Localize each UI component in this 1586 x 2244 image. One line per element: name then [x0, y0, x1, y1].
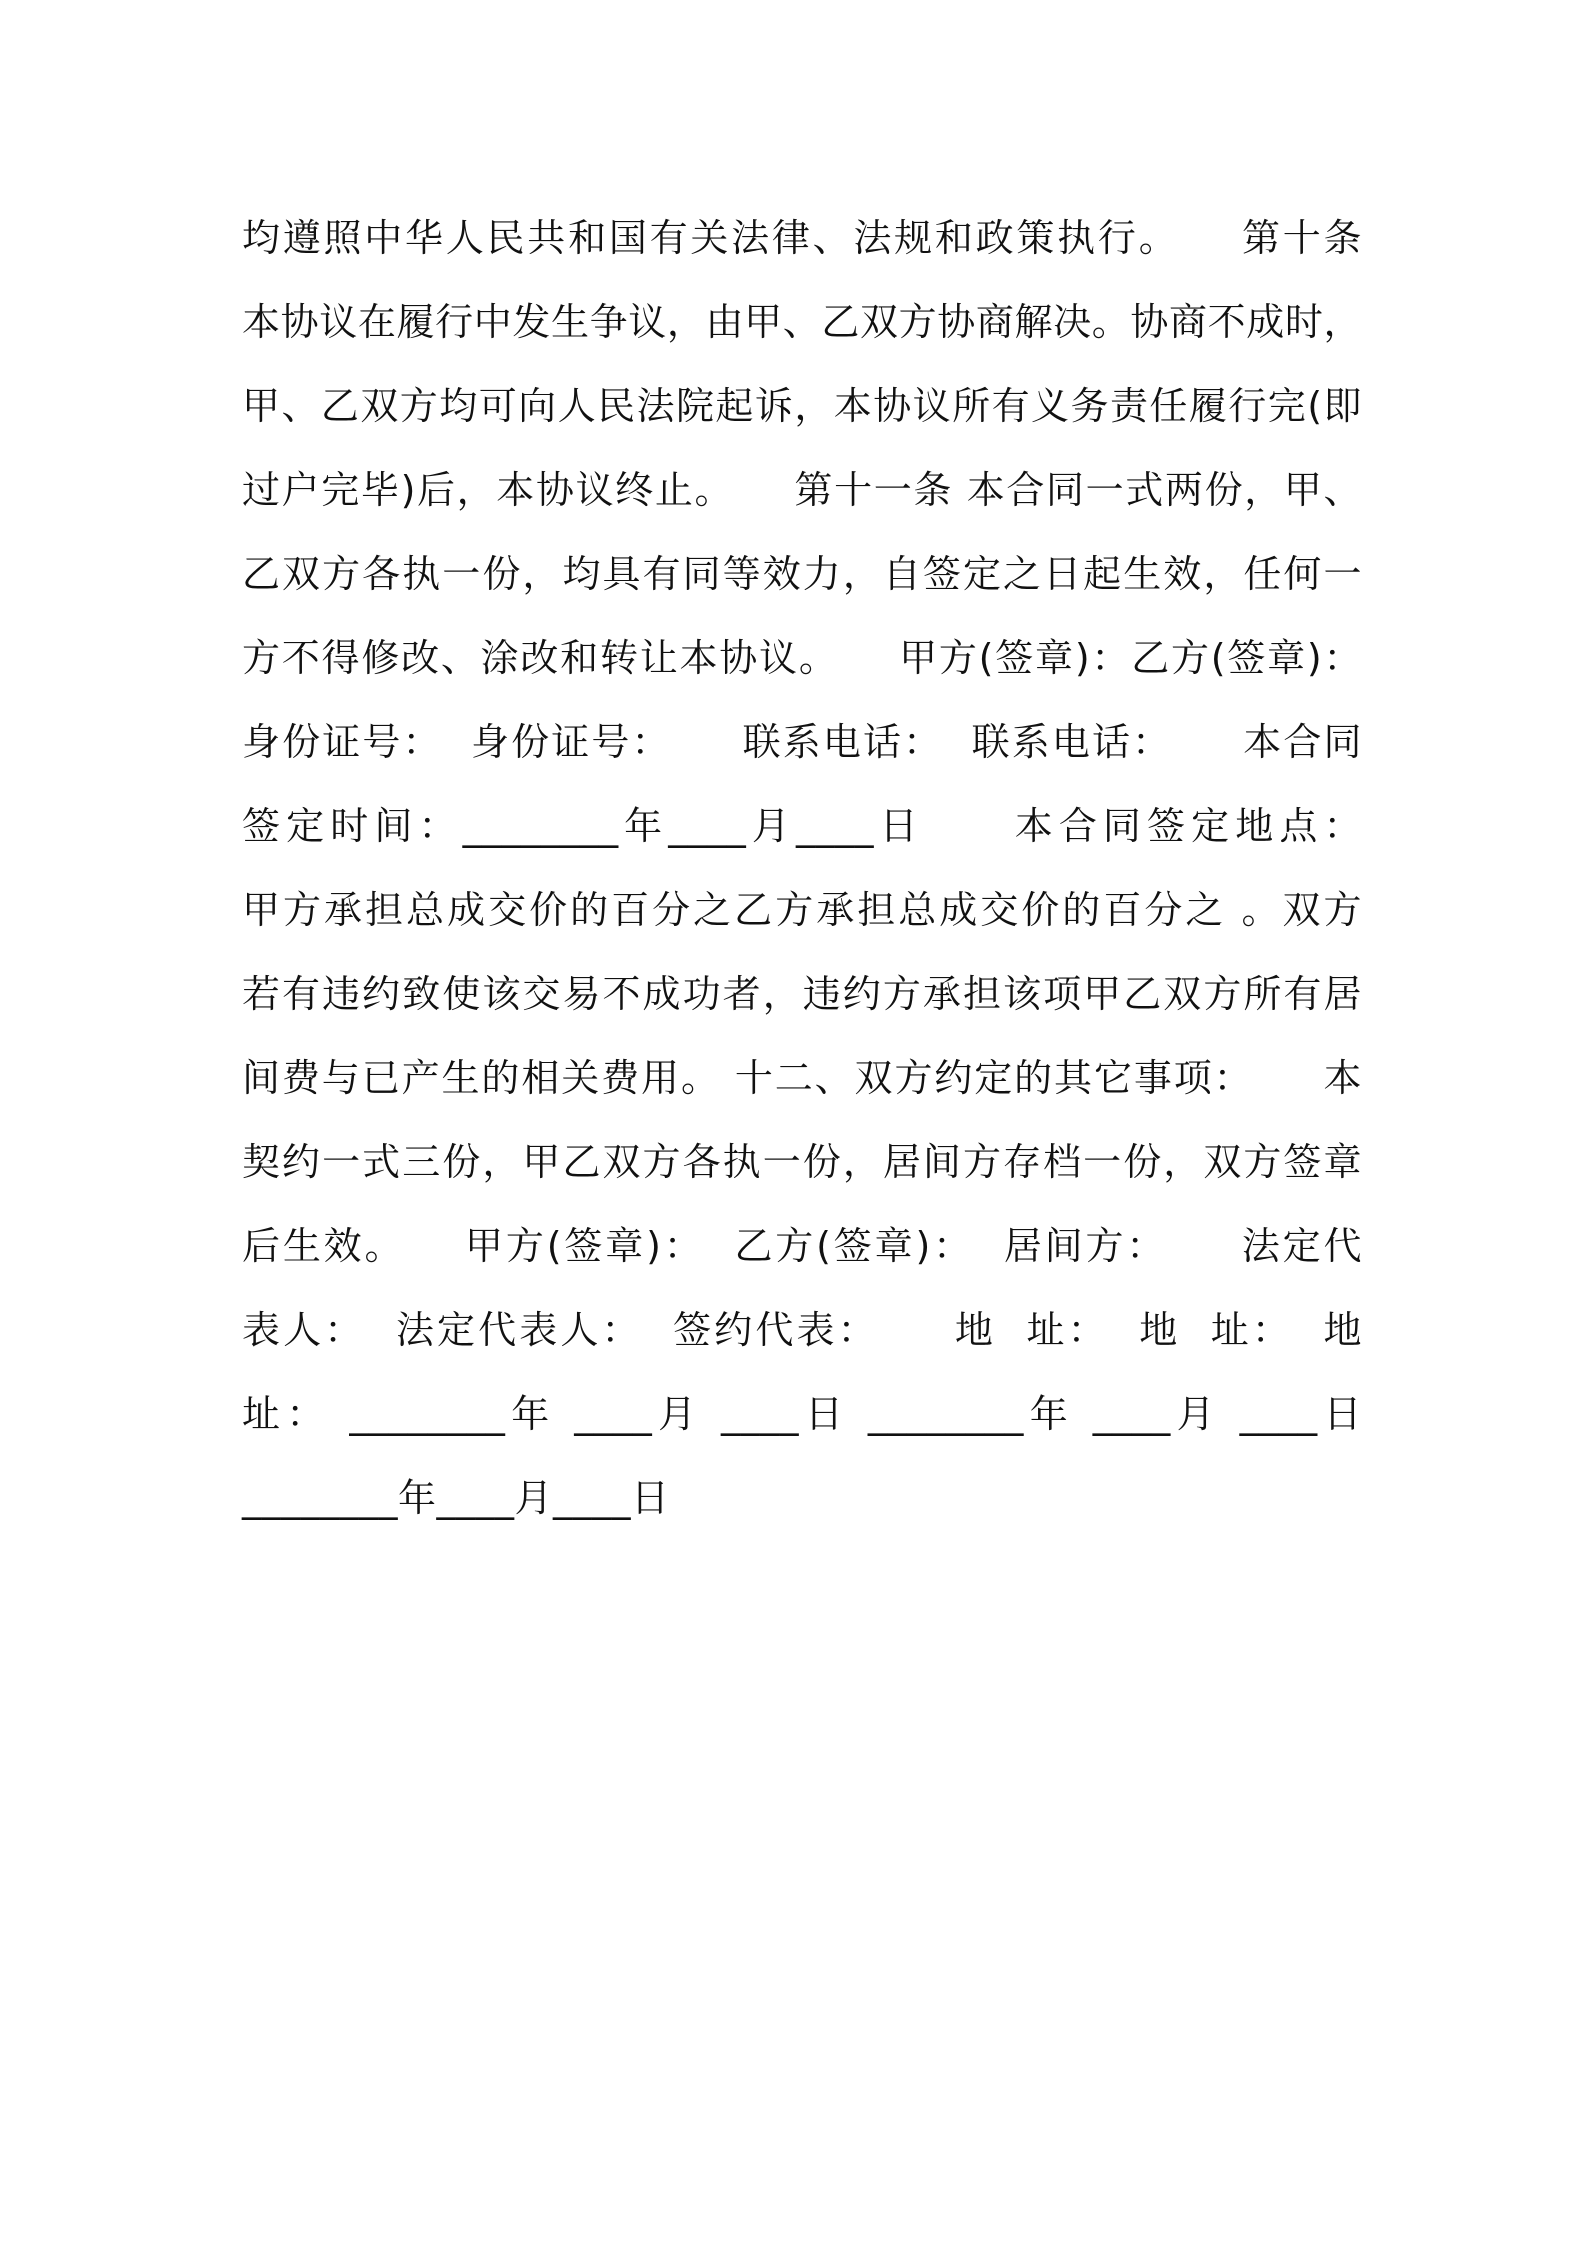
text-line: 甲、乙双方均可向人民法院起诉，本协议所有义务责任履行完(即 [242, 384, 1362, 428]
text-line: 甲方承担总成交价的百分之乙方承担总成交价的百分之 。双方 [242, 888, 1362, 932]
text-line: 若有违约致使该交易不成功者，违约方承担该项甲乙双方所有居 [242, 972, 1362, 1016]
text-line: ________年____月____日 [242, 1476, 670, 1520]
text-line: 乙双方各执一份，均具有同等效力，自签定之日起生效，任何一 [242, 552, 1362, 596]
text-line: 均遵照中华人民共和国有关法律、法规和政策执行。 第十条 [242, 216, 1362, 260]
text-line: 方不得修改、涂改和转让本协议。 甲方(签章)：乙方(签章)： [242, 636, 1362, 680]
text-line: 契约一式三份，甲乙双方各执一份，居间方存档一份，双方签章 [242, 1140, 1362, 1184]
text-line: 后生效。 甲方(签章)： 乙方(签章)： 居间方： 法定代 [242, 1224, 1362, 1268]
text-line: 过户完毕)后，本协议终止。 第十一条 本合同一式两份，甲、 [242, 468, 1362, 512]
text-line: 表人： 法定代表人： 签约代表： 地 址： 地 址： 地 [242, 1308, 1362, 1352]
text-line: 本协议在履行中发生争议，由甲、乙双方协商解决。协商不成时， [242, 300, 1362, 344]
text-line: 间费与已产生的相关费用。 十二、双方约定的其它事项： 本 [242, 1056, 1362, 1100]
contract-text [242, 196, 1362, 1540]
text-line: 签定时间：________年____月____日 本合同签定地点： [242, 804, 1362, 848]
text-line: 身份证号： 身份证号： 联系电话： 联系电话： 本合同 [242, 720, 1362, 764]
text-line: 址： ________年 ____月 ____日 ________年 ____月 ____日 [242, 1392, 1362, 1436]
